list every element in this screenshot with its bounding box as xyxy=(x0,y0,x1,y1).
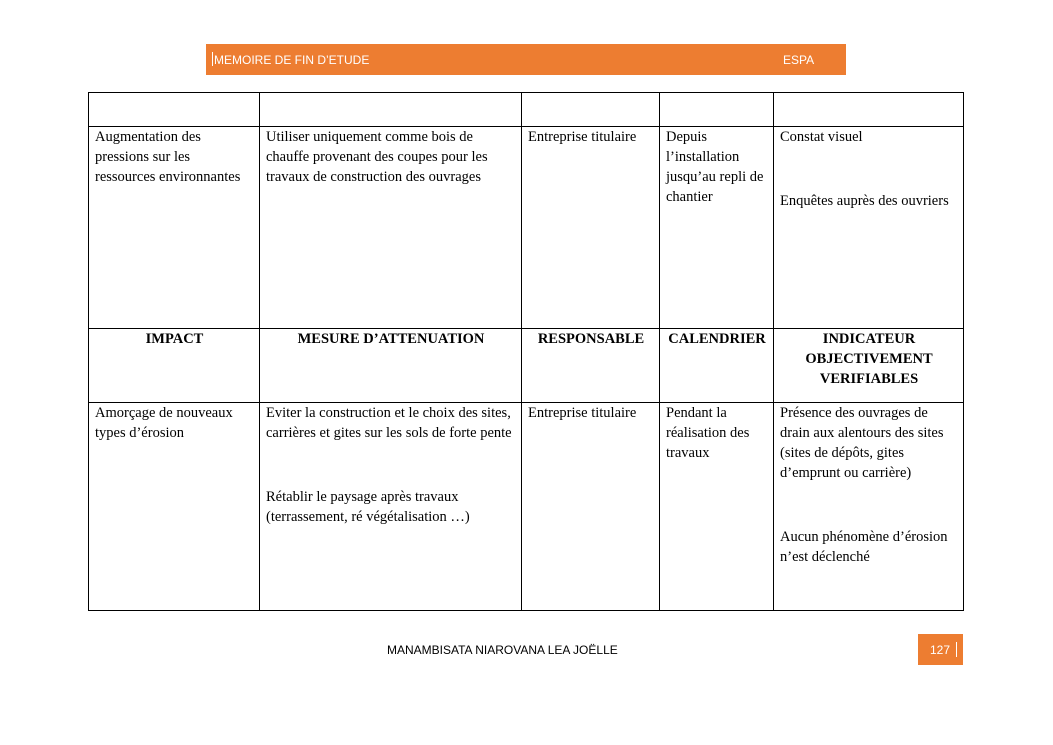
table-row xyxy=(89,403,964,611)
mesure-cell xyxy=(260,127,522,329)
mesure-cell xyxy=(260,403,522,611)
impact-text: Augmentation des pressions sur les ressources environnantes xyxy=(95,129,241,185)
indicateur-text: Constat visuel xyxy=(780,129,863,145)
empty-cell xyxy=(260,93,522,127)
page-number: 127 xyxy=(930,643,951,657)
empty-row xyxy=(89,93,964,127)
page-header xyxy=(206,44,846,75)
column-header-mesure: MESURE D’ATTENUATION xyxy=(260,329,522,403)
indicateur-cell xyxy=(774,403,964,611)
empty-cell xyxy=(660,93,774,127)
impact-cell xyxy=(89,403,260,611)
page-number-box xyxy=(918,634,963,665)
responsable-text: Entreprise titulaire xyxy=(528,405,637,421)
header-org: ESPA xyxy=(783,53,815,67)
header-title: MEMOIRE DE FIN D’ETUDE xyxy=(214,53,370,67)
responsable-text: Entreprise titulaire xyxy=(528,129,637,145)
mesure-text: Rétablir le paysage après travaux (terrassement, ré végétalisation …) xyxy=(266,489,470,525)
responsable-cell xyxy=(522,403,660,611)
calendrier-cell xyxy=(660,403,774,611)
column-header-indicateur: INDICATEUR OBJECTIVEMENT VERIFIABLES xyxy=(774,329,964,403)
header-row xyxy=(89,329,964,403)
calendrier-text: Pendant la réalisation des travaux xyxy=(666,405,750,461)
page-divider xyxy=(956,642,957,657)
mesure-text: Eviter la construction et le choix des sites, carrières et gites sur les sols de forte pente xyxy=(266,405,512,441)
mitigation-table xyxy=(88,92,964,611)
mesure-text: Utiliser uniquement comme bois de chauffe provenant des coupes pour les travaux de construction des ouvrages xyxy=(266,129,488,185)
calendrier-text: Depuis l’installation jusqu’au repli de chantier xyxy=(666,129,764,205)
column-header-impact: IMPACT xyxy=(89,329,260,403)
calendrier-cell xyxy=(660,127,774,329)
empty-cell xyxy=(522,93,660,127)
empty-cell xyxy=(89,93,260,127)
column-header-calendrier: CALENDRIER xyxy=(660,329,774,403)
text-cursor xyxy=(212,52,213,66)
column-header-responsable: RESPONSABLE xyxy=(522,329,660,403)
impact-text: Amorçage de nouveaux types d’érosion xyxy=(95,405,233,441)
indicateur-text: Aucun phénomène d’érosion n’est déclenché xyxy=(780,529,948,565)
indicateur-text: Enquêtes auprès des ouvriers xyxy=(780,193,949,209)
table-row xyxy=(89,127,964,329)
indicateur-cell xyxy=(774,127,964,329)
footer-author: MANAMBISATA NIAROVANA LEA JOËLLE xyxy=(387,643,618,657)
indicateur-text: Présence des ouvrages de drain aux alentours des sites (sites de dépôts, gites d’emprunt ou carrière) xyxy=(780,405,944,481)
empty-cell xyxy=(774,93,964,127)
responsable-cell xyxy=(522,127,660,329)
impact-cell xyxy=(89,127,260,329)
